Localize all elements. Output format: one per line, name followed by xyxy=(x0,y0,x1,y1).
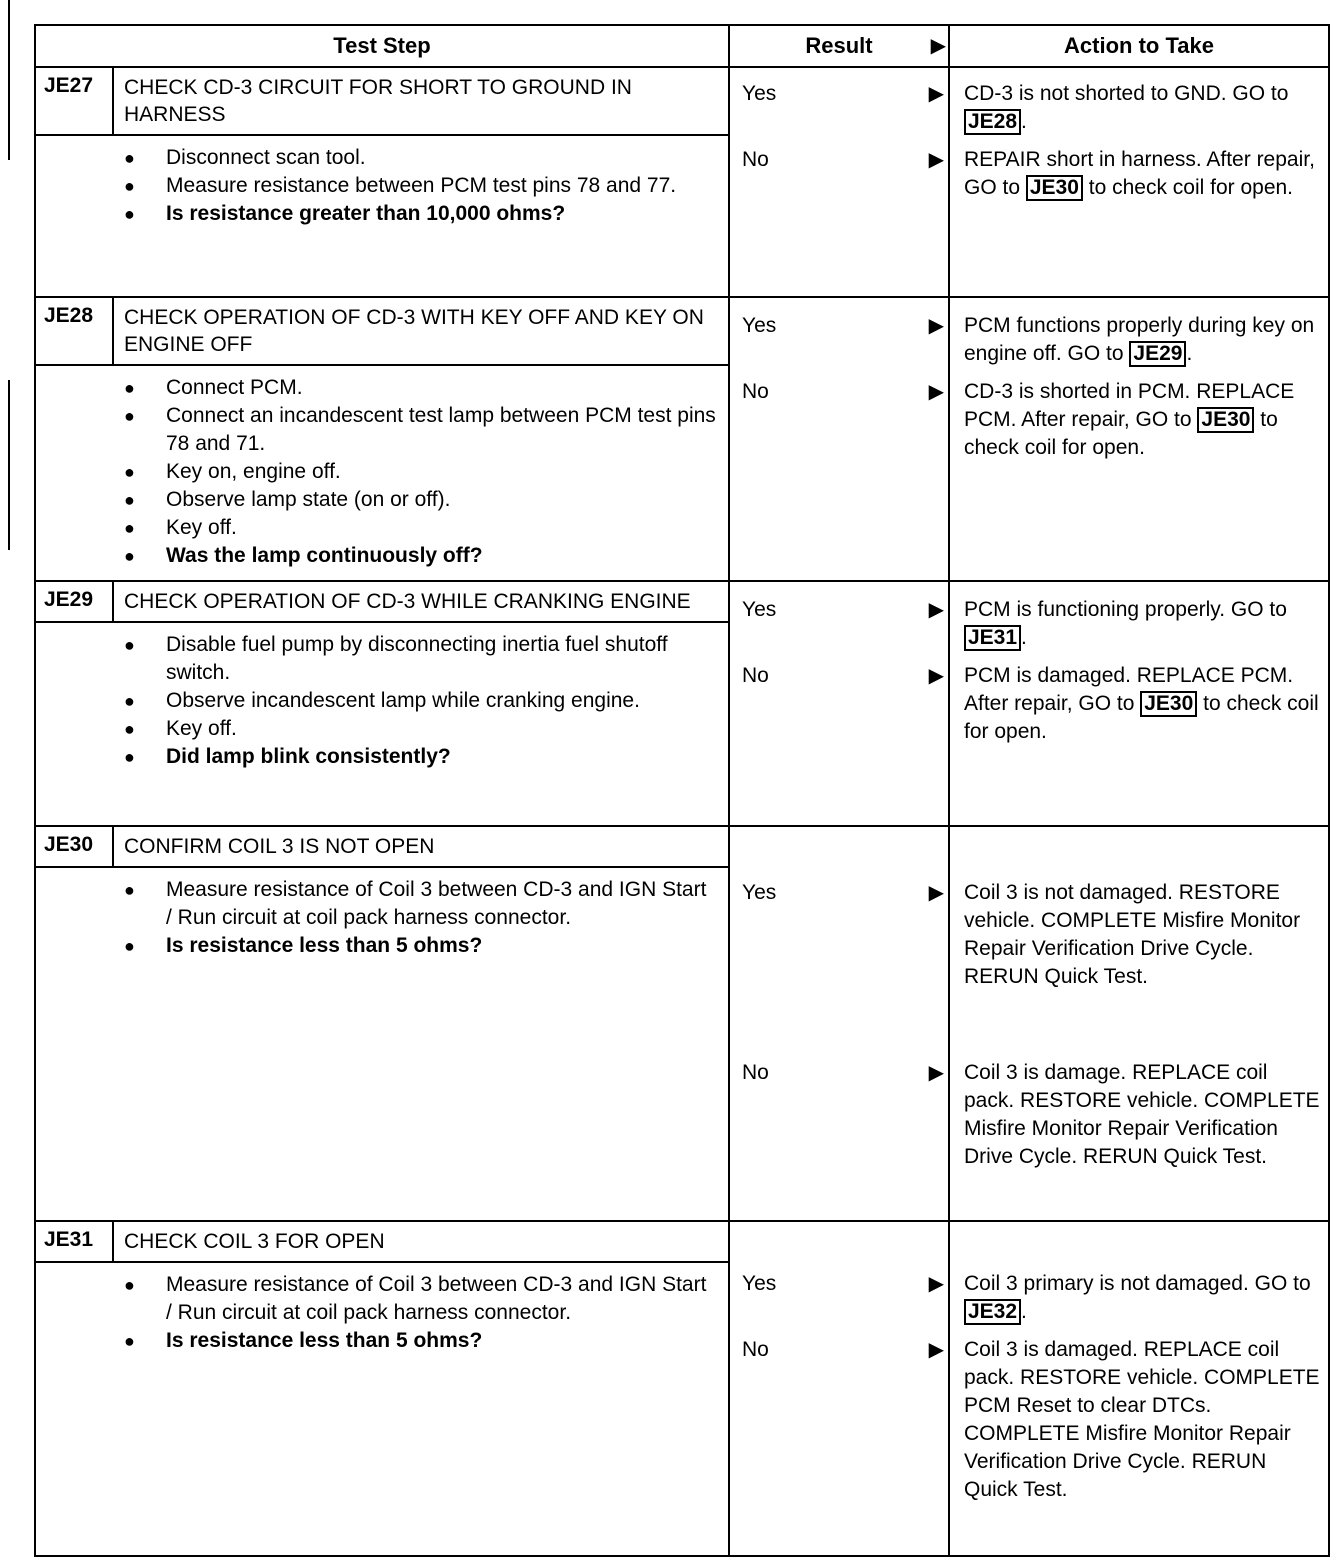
action-cell xyxy=(949,67,1329,297)
arrow-right-icon: ▶ xyxy=(928,83,944,105)
action-no xyxy=(950,1059,1328,1171)
step-bullet-item xyxy=(122,402,718,458)
action-no xyxy=(950,662,1328,746)
step-row-je31 xyxy=(35,1221,1329,1556)
action-yes xyxy=(950,312,1328,368)
step-body xyxy=(36,366,728,580)
arrow-right-icon: ▶ xyxy=(928,1339,944,1361)
step-bullet-list xyxy=(122,1271,718,1355)
step-bullet-item xyxy=(122,144,718,172)
bullet-icon: ● xyxy=(124,462,135,482)
bullet-text: Measure resistance of Coil 3 between CD-3 and IGN Start / Run circuit at coil pack harness connector. xyxy=(166,878,707,929)
step-header xyxy=(36,68,728,136)
bullet-text: Key on, engine off. xyxy=(166,460,341,483)
action-text: Coil 3 primary is not damaged. GO to xyxy=(964,1272,1311,1295)
bullet-icon: ● xyxy=(124,518,135,538)
arrow-right-icon: ▶ xyxy=(928,381,944,403)
step-body xyxy=(36,1263,728,1365)
step-question xyxy=(122,743,718,771)
action-text: PCM is functioning properly. GO to xyxy=(964,598,1287,621)
step-reference-link[interactable]: JE30 xyxy=(1026,175,1083,201)
action-cell xyxy=(949,826,1329,1221)
result-no-label: No xyxy=(742,148,769,171)
result-cell xyxy=(729,67,949,297)
result-yes-label: Yes xyxy=(742,82,777,105)
step-bullet-item xyxy=(122,687,718,715)
arrow-right-icon: ▶ xyxy=(928,882,944,904)
step-id: JE30 xyxy=(36,827,114,866)
bullet-icon: ● xyxy=(124,635,135,655)
arrow-right-icon: ▶ xyxy=(928,599,944,621)
action-no xyxy=(950,378,1328,462)
bullet-icon: ● xyxy=(124,719,135,739)
bullet-icon: ● xyxy=(124,546,135,566)
bullet-icon: ● xyxy=(124,406,135,426)
action-cell xyxy=(949,297,1329,581)
step-header xyxy=(36,582,728,623)
result-no-label: No xyxy=(742,664,769,687)
step-bullet-item xyxy=(122,631,718,687)
question-text: Is resistance greater than 10,000 ohms? xyxy=(166,202,566,225)
action-text: CD-3 is not shorted to GND. GO to xyxy=(964,82,1289,105)
action-text-end: to check coil for open. xyxy=(1082,176,1294,199)
result-no xyxy=(730,378,948,406)
bullet-text: Observe incandescent lamp while cranking engine. xyxy=(166,689,640,712)
step-bullet-list xyxy=(122,144,718,228)
step-row-je27 xyxy=(35,67,1329,297)
action-text: CD-3 is shorted in PCM. REPLACE PCM. After repair, GO to xyxy=(964,380,1295,431)
action-text-end: to check coil for open. xyxy=(964,408,1278,459)
result-no xyxy=(730,662,948,690)
step-bullet-item xyxy=(122,486,718,514)
result-yes xyxy=(730,1270,948,1298)
result-yes-label: Yes xyxy=(742,1272,777,1295)
bullet-text: Disconnect scan tool. xyxy=(166,146,366,169)
bullet-icon: ● xyxy=(124,490,135,510)
step-row-je30 xyxy=(35,826,1329,1221)
test-step-cell xyxy=(35,826,729,1221)
step-reference-link[interactable]: JE31 xyxy=(964,625,1021,651)
step-header xyxy=(36,298,728,366)
result-yes-label: Yes xyxy=(742,598,777,621)
step-question xyxy=(122,932,718,960)
step-title: CHECK OPERATION OF CD-3 WITH KEY OFF AND KEY ON ENGINE OFF xyxy=(124,306,704,356)
bullet-text: Measure resistance of Coil 3 between CD-3 and IGN Start / Run circuit at coil pack harness connector. xyxy=(166,1273,707,1324)
result-yes xyxy=(730,312,948,340)
bullet-icon: ● xyxy=(124,747,135,767)
step-bullet-item xyxy=(122,374,718,402)
arrow-right-icon: ▶ xyxy=(928,665,944,687)
result-cell xyxy=(729,1221,949,1556)
step-title: CONFIRM COIL 3 IS NOT OPEN xyxy=(124,835,435,858)
action-text-end: . xyxy=(1021,110,1027,133)
test-step-cell xyxy=(35,297,729,581)
result-no-label: No xyxy=(742,1061,769,1084)
step-reference-link[interactable]: JE32 xyxy=(964,1299,1021,1325)
step-id: JE29 xyxy=(36,582,114,621)
result-yes xyxy=(730,80,948,108)
bullet-icon: ● xyxy=(124,148,135,168)
step-reference-link[interactable]: JE30 xyxy=(1140,691,1197,717)
action-text: PCM functions properly during key on engine off. GO to xyxy=(964,314,1315,365)
step-bullet-item xyxy=(122,514,718,542)
bullet-icon: ● xyxy=(124,176,135,196)
result-yes xyxy=(730,879,948,907)
step-bullet-item xyxy=(122,876,718,932)
bullet-icon: ● xyxy=(124,880,135,900)
diagnostic-table xyxy=(34,24,1330,1557)
action-text-end: . xyxy=(1021,626,1027,649)
result-yes-label: Yes xyxy=(742,314,777,337)
step-reference-link[interactable]: JE28 xyxy=(964,109,1021,135)
test-step-cell xyxy=(35,581,729,826)
question-text: Is resistance less than 5 ohms? xyxy=(166,934,483,957)
bullet-icon: ● xyxy=(124,378,135,398)
arrow-right-icon: ▶ xyxy=(928,1062,944,1084)
result-header-label: Result xyxy=(805,33,873,58)
step-title: CHECK COIL 3 FOR OPEN xyxy=(124,1230,385,1253)
step-id: JE28 xyxy=(36,298,114,364)
step-id: JE31 xyxy=(36,1222,114,1261)
bullet-text: Key off. xyxy=(166,516,237,539)
arrow-right-icon: ▶ xyxy=(928,1273,944,1295)
action-text-end: . xyxy=(1021,1300,1027,1323)
action-text: Coil 3 is damaged. REPLACE coil pack. RESTORE vehicle. COMPLETE PCM Reset to clear DTCs. COMPLETE Misfire Monitor Repair Verification Drive Cycle. RERUN Quick Test. xyxy=(964,1338,1320,1501)
action-yes xyxy=(950,1270,1328,1326)
question-text: Was the lamp continuously off? xyxy=(166,544,483,567)
step-question xyxy=(122,1327,718,1355)
result-yes-label: Yes xyxy=(742,881,777,904)
action-no xyxy=(950,1336,1328,1504)
step-title: CHECK CD-3 CIRCUIT FOR SHORT TO GROUND IN HARNESS xyxy=(124,76,632,126)
result-cell xyxy=(729,581,949,826)
bullet-text: Observe lamp state (on or off). xyxy=(166,488,451,511)
step-body xyxy=(36,623,728,781)
step-bullet-list xyxy=(122,631,718,771)
bullet-icon: ● xyxy=(124,936,135,956)
action-text: PCM is damaged. REPLACE PCM. After repair, GO to xyxy=(964,664,1294,715)
step-question xyxy=(122,542,718,570)
bullet-icon: ● xyxy=(124,1331,135,1351)
step-reference-link[interactable]: JE30 xyxy=(1197,407,1254,433)
result-cell xyxy=(729,826,949,1221)
step-title: CHECK OPERATION OF CD-3 WHILE CRANKING ENGINE xyxy=(124,590,691,613)
bullet-icon: ● xyxy=(124,204,135,224)
action-yes xyxy=(950,879,1328,991)
action-yes xyxy=(950,80,1328,136)
result-no xyxy=(730,146,948,174)
step-body xyxy=(36,136,728,238)
arrow-right-icon: ▶ xyxy=(928,149,944,171)
bullet-icon: ● xyxy=(124,691,135,711)
step-bullet-item xyxy=(122,715,718,743)
step-question xyxy=(122,200,718,228)
question-text: Is resistance less than 5 ohms? xyxy=(166,1329,483,1352)
step-body xyxy=(36,868,728,970)
action-cell xyxy=(949,581,1329,826)
test-step-cell xyxy=(35,67,729,297)
step-reference-link[interactable]: JE29 xyxy=(1129,341,1186,367)
bullet-text: Connect an incandescent test lamp between PCM test pins 78 and 71. xyxy=(166,404,716,455)
step-bullet-list xyxy=(122,876,718,960)
step-bullet-item xyxy=(122,1271,718,1327)
step-bullet-item xyxy=(122,172,718,200)
action-no xyxy=(950,146,1328,202)
bullet-text: Key off. xyxy=(166,717,237,740)
action-text: Coil 3 is damage. REPLACE coil pack. RESTORE vehicle. COMPLETE Misfire Monitor Repair Verification Drive Cycle. RERUN Quick Test. xyxy=(964,1061,1320,1168)
result-yes xyxy=(730,596,948,624)
bullet-text: Measure resistance between PCM test pins 78 and 77. xyxy=(166,174,677,197)
result-no-label: No xyxy=(742,1338,769,1361)
step-bullet-item xyxy=(122,458,718,486)
action-text: Coil 3 is not damaged. RESTORE vehicle. COMPLETE Misfire Monitor Repair Verification Drive Cycle. RERUN Quick Test. xyxy=(964,881,1301,988)
action-cell xyxy=(949,1221,1329,1556)
arrow-right-icon: ▶ xyxy=(930,35,946,57)
test-step-header: Test Step xyxy=(35,25,729,67)
step-row-je29 xyxy=(35,581,1329,826)
action-yes xyxy=(950,596,1328,652)
test-step-cell xyxy=(35,1221,729,1556)
action-header: Action to Take xyxy=(949,25,1329,67)
result-cell xyxy=(729,297,949,581)
step-row-je28 xyxy=(35,297,1329,581)
action-text-end: . xyxy=(1186,342,1193,365)
arrow-right-icon: ▶ xyxy=(928,315,944,337)
result-no xyxy=(730,1336,948,1364)
bullet-text: Connect PCM. xyxy=(166,376,303,399)
step-header xyxy=(36,1222,728,1263)
bullet-text: Disable fuel pump by disconnecting inertia fuel shutoff switch. xyxy=(166,633,668,684)
action-text-end: to check coil for open. xyxy=(964,692,1319,743)
result-no xyxy=(730,1059,948,1087)
margin-rule-top xyxy=(8,0,10,160)
result-no-label: No xyxy=(742,380,769,403)
step-bullet-list xyxy=(122,374,718,570)
bullet-icon: ● xyxy=(124,1275,135,1295)
result-header xyxy=(729,25,949,67)
header-row xyxy=(35,25,1329,67)
step-id: JE27 xyxy=(36,68,114,134)
step-header xyxy=(36,827,728,868)
action-text: REPAIR short in harness. After repair, GO to xyxy=(964,148,1315,199)
question-text: Did lamp blink consistently? xyxy=(166,745,451,768)
margin-rule-mid xyxy=(8,380,10,550)
